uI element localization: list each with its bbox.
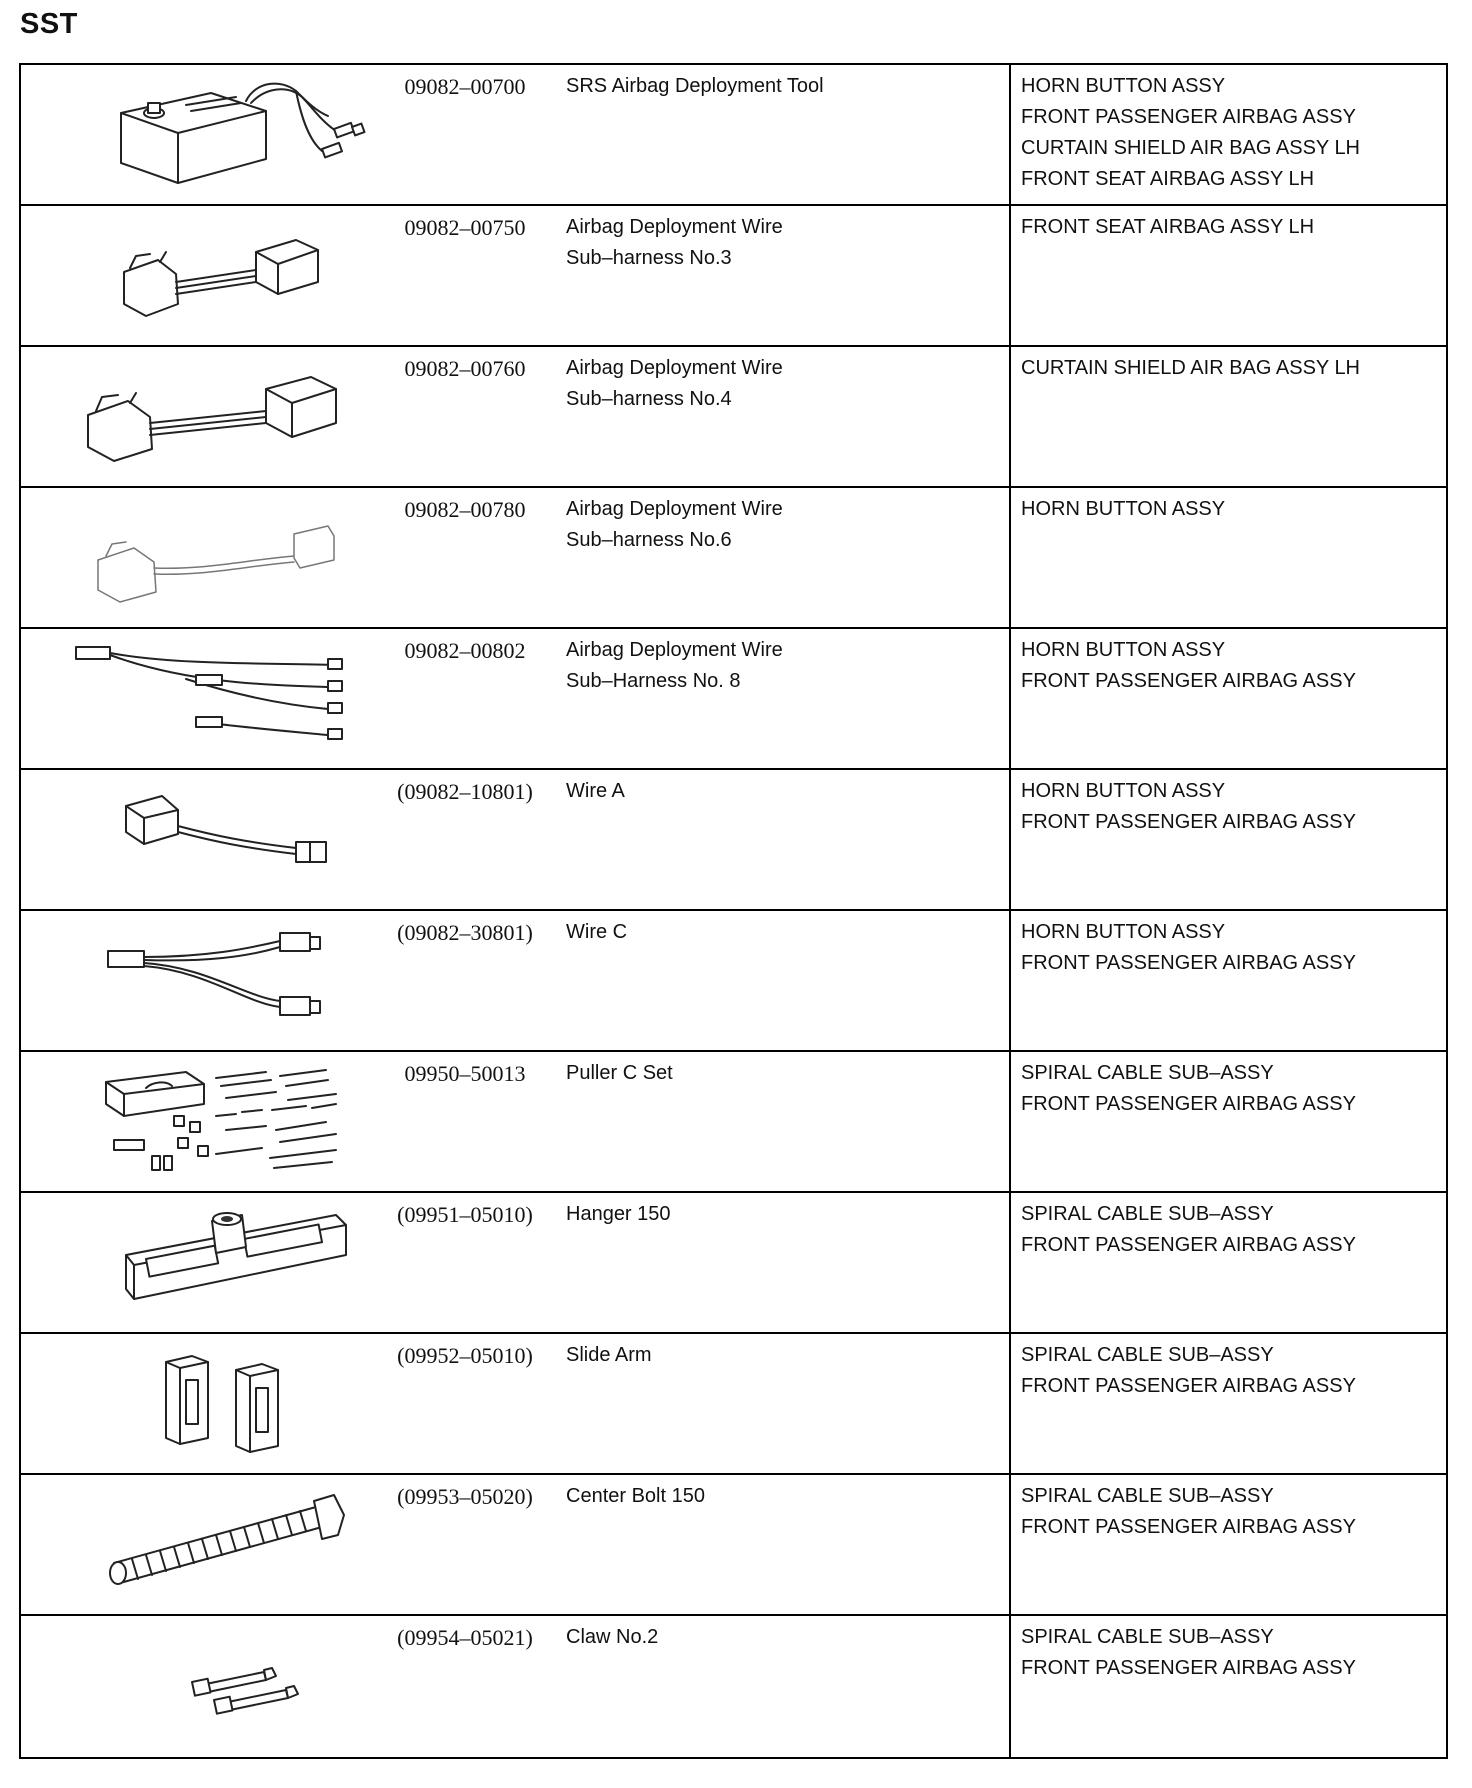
- sub-harness-3-illustration: [66, 212, 366, 340]
- usage-list: [1010, 346, 1447, 487]
- tool-name: [544, 1192, 1010, 1333]
- part-number: (09953–05020): [386, 1474, 544, 1615]
- puller-set-illustration: [66, 1058, 366, 1186]
- tool-name: [544, 64, 1010, 205]
- usage-item: HORN BUTTON ASSY: [1021, 498, 1226, 520]
- tool-name-line: Wire C: [566, 921, 628, 943]
- table-row: [20, 769, 1447, 910]
- tool-name-line: Hanger 150: [566, 1203, 671, 1225]
- usage-item: FRONT SEAT AIRBAG ASSY LH: [1021, 216, 1315, 238]
- wire-a-illustration: [66, 776, 366, 904]
- usage-item: HORN BUTTON ASSY: [1021, 780, 1226, 802]
- tool-name: [544, 1333, 1010, 1474]
- table-row: [20, 1192, 1447, 1333]
- tool-name: [544, 910, 1010, 1051]
- tool-name: [544, 769, 1010, 910]
- table-row: [20, 1333, 1447, 1474]
- usage-list: [1010, 1051, 1447, 1192]
- tool-name-line: Claw No.2: [566, 1626, 659, 1648]
- tool-name: [544, 1051, 1010, 1192]
- part-number: 09082–00700: [386, 64, 544, 205]
- slide-arm-illustration: [66, 1340, 366, 1468]
- usage-list: [1010, 487, 1447, 628]
- tool-illustration-cell: [20, 1615, 386, 1758]
- tool-name-line: Airbag Deployment Wire: [566, 216, 783, 238]
- tool-name-line: Center Bolt 150: [566, 1485, 705, 1507]
- table-row: [20, 487, 1447, 628]
- table-row: [20, 628, 1447, 769]
- tool-name-line: Airbag Deployment Wire: [566, 639, 783, 661]
- tool-illustration-cell: [20, 910, 386, 1051]
- usage-item: FRONT PASSENGER AIRBAG ASSY: [1021, 1375, 1356, 1397]
- usage-list: [1010, 1474, 1447, 1615]
- usage-item: CURTAIN SHIELD AIR BAG ASSY LH: [1021, 357, 1361, 379]
- tool-illustration-cell: [20, 1192, 386, 1333]
- table-row: [20, 205, 1447, 346]
- sst-table: [19, 63, 1448, 1759]
- usage-item: FRONT PASSENGER AIRBAG ASSY: [1021, 1657, 1356, 1679]
- tool-name-line: SRS Airbag Deployment Tool: [566, 75, 824, 97]
- part-number: (09951–05010): [386, 1192, 544, 1333]
- tool-name: [544, 628, 1010, 769]
- usage-item: FRONT PASSENGER AIRBAG ASSY: [1021, 1516, 1356, 1538]
- tool-name-line: Airbag Deployment Wire: [566, 357, 783, 379]
- usage-item: HORN BUTTON ASSY: [1021, 639, 1226, 661]
- usage-item: FRONT PASSENGER AIRBAG ASSY: [1021, 106, 1356, 128]
- tool-name: [544, 487, 1010, 628]
- tool-illustration-cell: [20, 205, 386, 346]
- tool-illustration-cell: [20, 64, 386, 205]
- usage-item: FRONT SEAT AIRBAG ASSY LH: [1021, 168, 1315, 190]
- tool-name-line: Sub–harness No.4: [566, 388, 732, 410]
- tool-name: [544, 205, 1010, 346]
- table-row: [20, 346, 1447, 487]
- part-number: (09082–10801): [386, 769, 544, 910]
- part-number: 09082–00802: [386, 628, 544, 769]
- part-number: 09082–00780: [386, 487, 544, 628]
- center-bolt-illustration: [66, 1481, 366, 1609]
- table-row: [20, 910, 1447, 1051]
- tool-illustration-cell: [20, 628, 386, 769]
- usage-item: FRONT PASSENGER AIRBAG ASSY: [1021, 952, 1356, 974]
- usage-list: [1010, 1192, 1447, 1333]
- table-row: [20, 1474, 1447, 1615]
- hanger-illustration: [66, 1199, 366, 1327]
- table-row: [20, 1051, 1447, 1192]
- tool-illustration-cell: [20, 1051, 386, 1192]
- usage-item: SPIRAL CABLE SUB–ASSY: [1021, 1203, 1274, 1225]
- usage-list: [1010, 1615, 1447, 1758]
- tool-name-line: Sub–Harness No. 8: [566, 670, 741, 692]
- tool-name-line: Sub–harness No.3: [566, 247, 732, 269]
- tool-name: [544, 1615, 1010, 1758]
- usage-item: FRONT PASSENGER AIRBAG ASSY: [1021, 1234, 1356, 1256]
- tool-illustration-cell: [20, 1333, 386, 1474]
- usage-item: SPIRAL CABLE SUB–ASSY: [1021, 1062, 1274, 1084]
- usage-item: SPIRAL CABLE SUB–ASSY: [1021, 1485, 1274, 1507]
- tool-name: [544, 1474, 1010, 1615]
- part-number: 09950–50013: [386, 1051, 544, 1192]
- usage-item: HORN BUTTON ASSY: [1021, 75, 1226, 97]
- tool-name: [544, 346, 1010, 487]
- usage-list: [1010, 769, 1447, 910]
- tool-illustration-cell: [20, 346, 386, 487]
- deployment-tool-illustration: [66, 71, 366, 199]
- usage-list: [1010, 910, 1447, 1051]
- sub-harness-4-illustration: [66, 353, 366, 481]
- part-number: 09082–00760: [386, 346, 544, 487]
- claw-illustration: [66, 1622, 366, 1750]
- tool-name-line: Wire A: [566, 780, 625, 802]
- usage-item: HORN BUTTON ASSY: [1021, 921, 1226, 943]
- page-title: SST: [20, 8, 78, 40]
- usage-item: SPIRAL CABLE SUB–ASSY: [1021, 1626, 1274, 1648]
- tool-illustration-cell: [20, 487, 386, 628]
- wire-c-illustration: [66, 917, 366, 1045]
- usage-list: [1010, 64, 1447, 205]
- tool-name-line: Slide Arm: [566, 1344, 652, 1366]
- usage-list: [1010, 1333, 1447, 1474]
- part-number: (09082–30801): [386, 910, 544, 1051]
- usage-list: [1010, 628, 1447, 769]
- tool-name-line: Sub–harness No.6: [566, 529, 732, 551]
- tool-name-line: Airbag Deployment Wire: [566, 498, 783, 520]
- tool-name-line: Puller C Set: [566, 1062, 673, 1084]
- tool-illustration-cell: [20, 1474, 386, 1615]
- usage-list: [1010, 205, 1447, 346]
- table-row: [20, 64, 1447, 205]
- table-row: [20, 1615, 1447, 1758]
- sub-harness-6-illustration: [66, 494, 366, 622]
- part-number: 09082–00750: [386, 205, 544, 346]
- usage-item: CURTAIN SHIELD AIR BAG ASSY LH: [1021, 137, 1361, 159]
- tool-illustration-cell: [20, 769, 386, 910]
- usage-item: FRONT PASSENGER AIRBAG ASSY: [1021, 811, 1356, 833]
- usage-item: FRONT PASSENGER AIRBAG ASSY: [1021, 670, 1356, 692]
- part-number: (09954–05021): [386, 1615, 544, 1758]
- usage-item: FRONT PASSENGER AIRBAG ASSY: [1021, 1093, 1356, 1115]
- sub-harness-8-illustration: [66, 635, 366, 763]
- part-number: (09952–05010): [386, 1333, 544, 1474]
- usage-item: SPIRAL CABLE SUB–ASSY: [1021, 1344, 1274, 1366]
